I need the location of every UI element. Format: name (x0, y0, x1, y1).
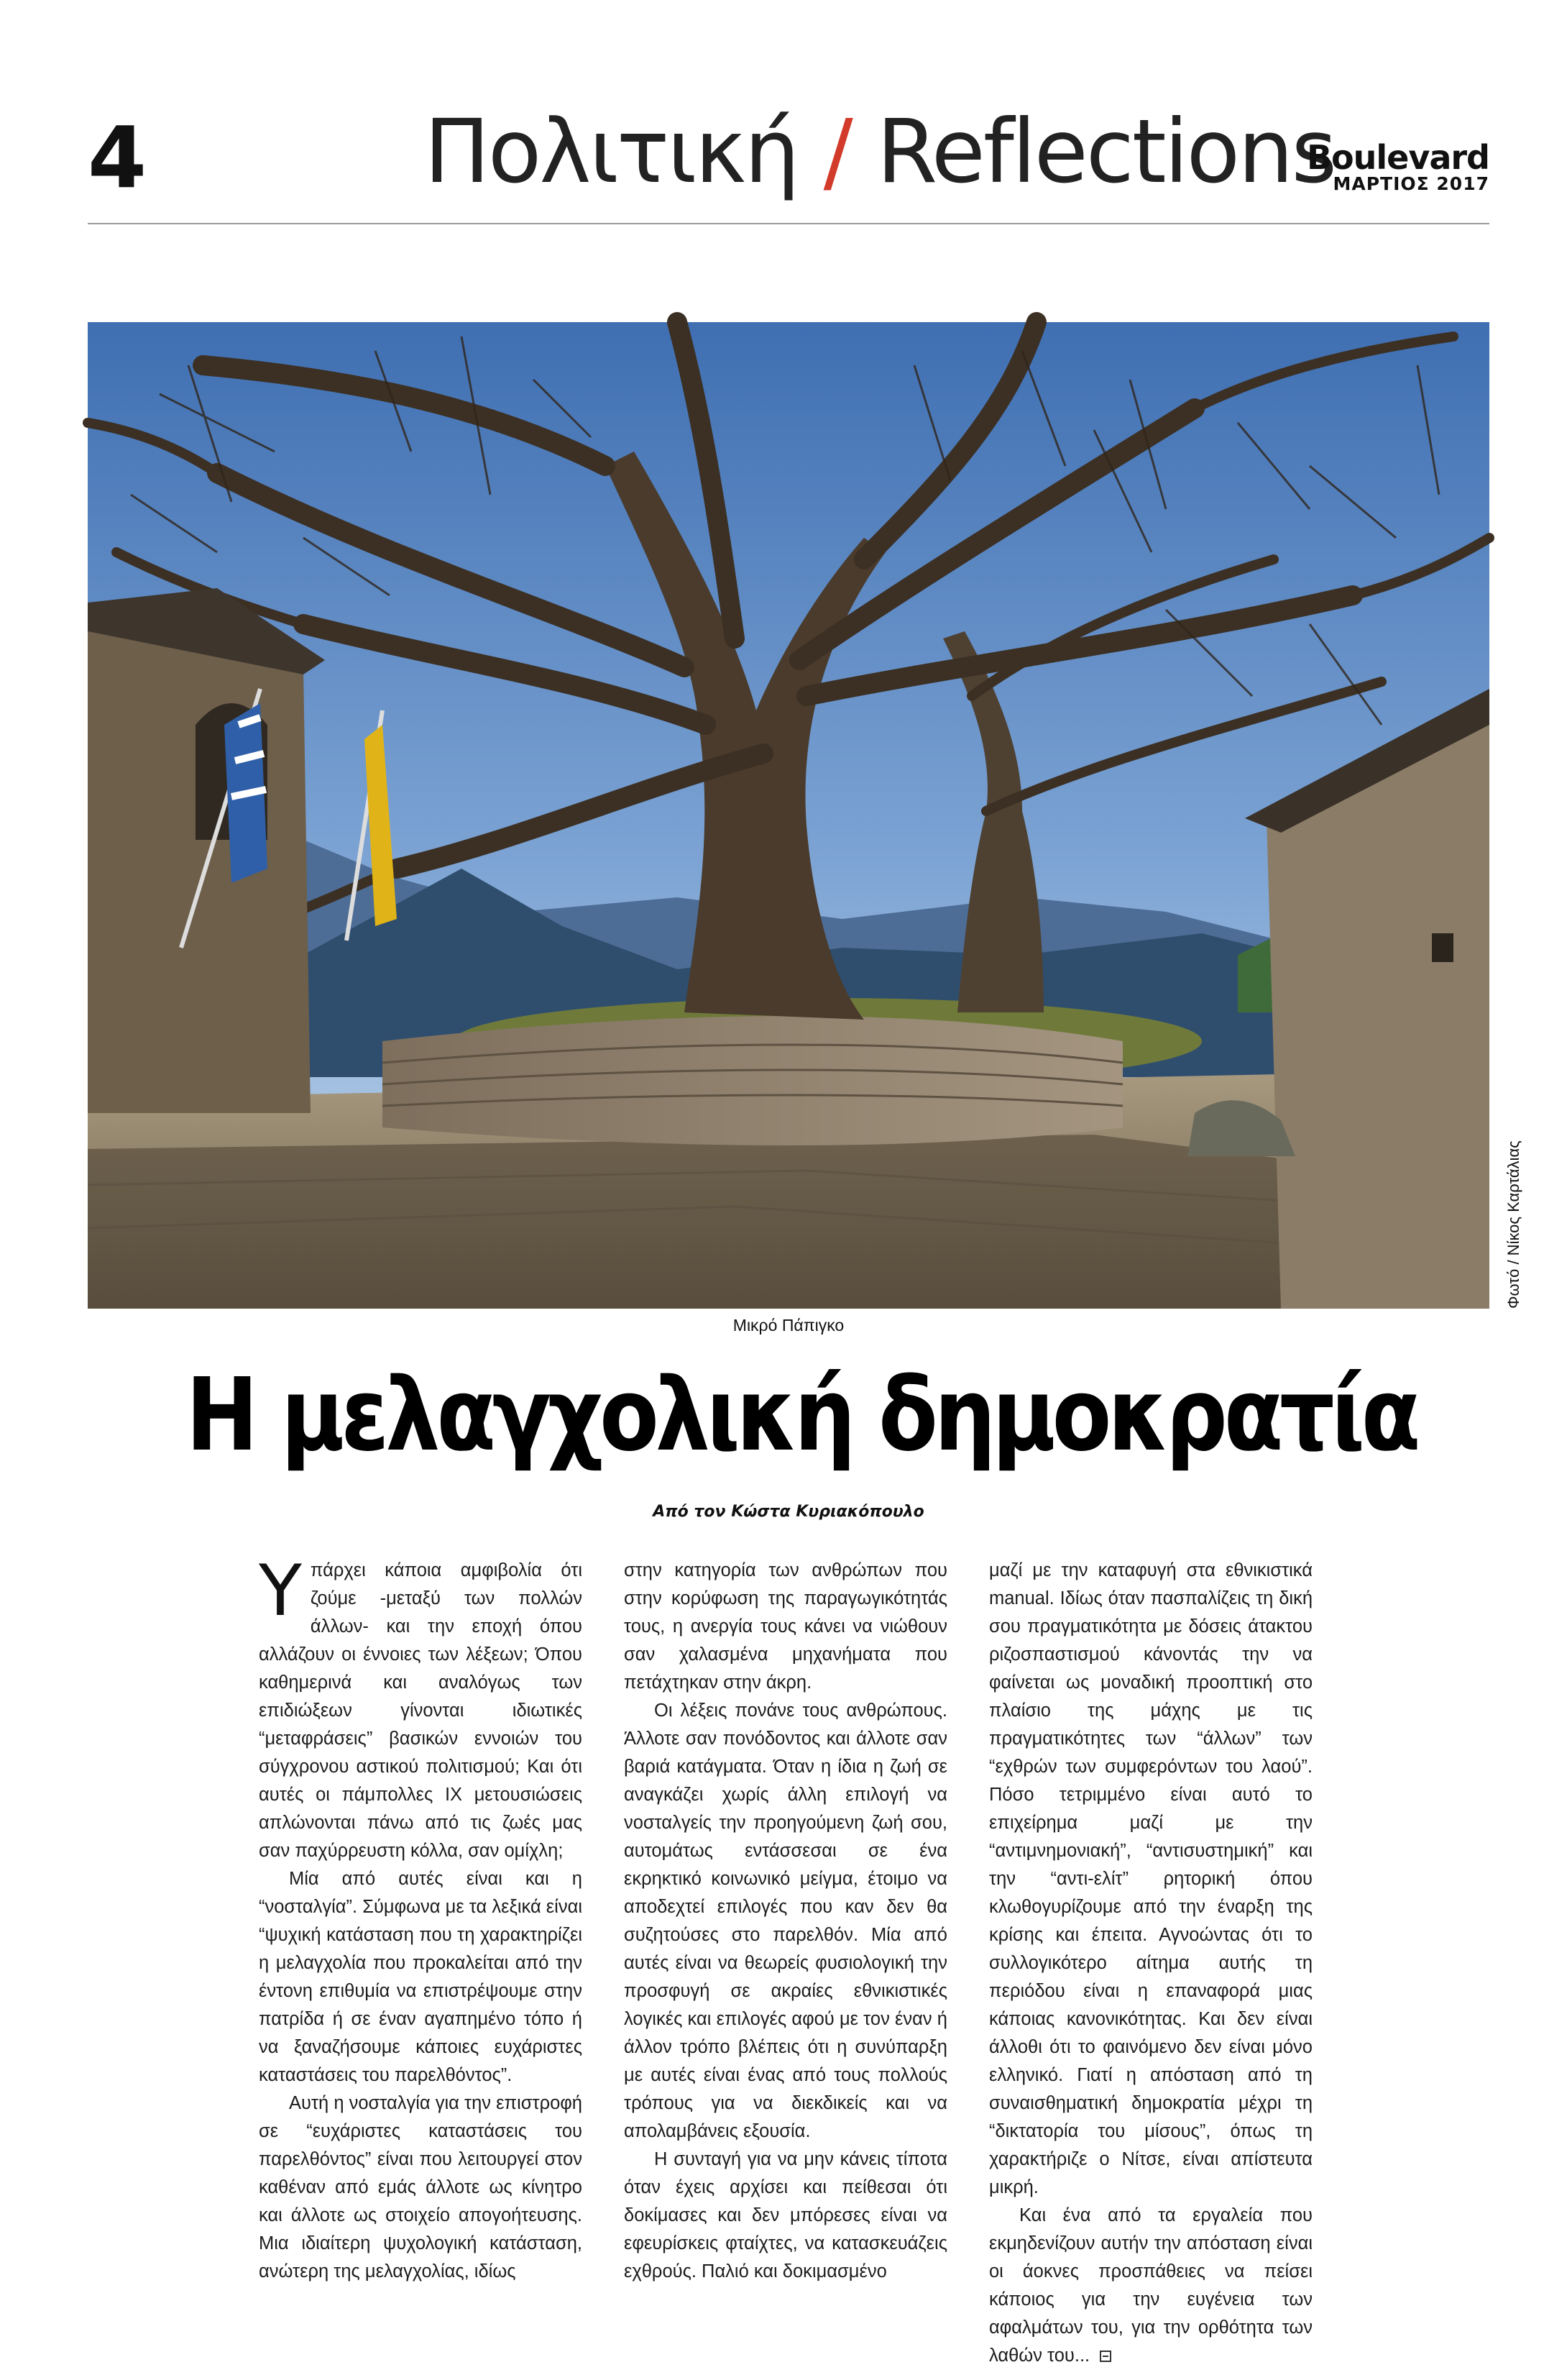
masthead (1306, 138, 1489, 194)
paragraph-text: πάρχει κάποια αμφιβολία ότι ζούμε -μεταξύ των πολλών άλλων- και την εποχή όπου αλλάζουν οι έννοιες των λέξεων; Όπου καθημερινά και αναλόγως των επιδιώξεων γίνονται ιδιωτικές “μεταφράσεις” βασικών εννοιών του σύγχρονου αστικού πολιτισμού; Και ότι αυτές οι πάμπολλες ΙΧ μετουσιώσεις απλώνονται πάνω από τις ζωές μας σαν παχύρρευστη κόλλα, σαν ομίχλη; (259, 1560, 582, 1861)
paragraph: Μία από αυτές είναι και η “νοσταλγία”. Σύμφωνα με τα λεξικά είναι “ψυχική κατάσταση που τη χαρακτηρίζει η μελαγχολία που προκαλείται από την έντονη επιθυμία να επιστρέψουμε στην πατρίδα ή σε έναν αγαπημένο τόπο ή να ξαναζήσουμε κάποιες ευχάριστες καταστάσεις του παρελθόντος”. (259, 1869, 582, 2085)
article-photo (88, 322, 1489, 1309)
paragraph: Αυτή η νοσταλγία για την επιστροφή σε “ευχάριστες καταστάσεις του παρελθόντος” είναι που λειτουργεί στον καθέναν από εμάς άλλοτε ως κίνητρο και άλλοτε ως στοιχείο απογοήτευσης. Μια ιδιαίτερη ψυχολογική κατάσταση, ανώτερη της μελαγχολίας, ιδίως (259, 2093, 582, 2281)
paragraph (989, 2202, 1313, 2370)
photo-caption: Μικρό Πάπιγκο (732, 1316, 845, 1335)
section-name-greek: Πολιτική (424, 101, 798, 203)
article-byline: Από τον Κώστα Κυριακόπουλο (653, 1503, 924, 1521)
text-column-3 (989, 1557, 1313, 2366)
article-body (259, 1550, 1313, 2366)
paragraph: στην κατηγορία των ανθρώπων που στην κορύφωση της παραγωγικότητάς τους, η ανεργία τους κάνει να νιώθουν σαν χαλασμένα μηχανήματα που πετάχτηκαν στην άκρη. (624, 1560, 947, 1693)
section-slash: / (823, 101, 851, 203)
paragraph: Οι λέξεις πονάνε τους ανθρώπους. Άλλοτε σαν πονόδοντος και άλλοτε σαν βαριά κατάγματα. Όταν η ίδια η ζωή σε αναγκάζει χωρίς άλλη επιλογή να νοσταλγείς την προηγούμενη ζωή σου, αυτομάτως εντάσσεσαι σε ένα εκρηκτικό κοινωνικό μείγμα, έτοιμο να αποδεχτεί επιλογές που καν δεν θα συζητούσες στο παρελθόν. Μία από αυτές είναι να θεωρείς φυσιολογική την προσφυγή σε ακραίες εθνικιστικές λογικές και επιλογές αφού με τον έναν ή άλλον τρόπο βλέπεις ότι η συνύπαρξη με αυτές είναι ένας από τους πολλούς τρόπους για να διεκδικείς και να απολαμβάνεις εξουσία. (624, 1701, 947, 2141)
text-column-2 (624, 1557, 947, 2305)
text-column-1 (259, 1550, 582, 2305)
paragraph (259, 1550, 582, 1865)
article-headline: Η μελαγχολική δημοκρατία (185, 1357, 1417, 1474)
page-number: 4 (88, 108, 146, 207)
section-name-english: Reflections (876, 101, 1336, 203)
village-square-plane-tree-image (88, 322, 1489, 1309)
end-of-article-icon (1100, 2351, 1111, 2362)
header-divider (88, 223, 1489, 224)
drop-cap: Υ (259, 1550, 302, 1632)
paragraph: Η συνταγή για να μην κάνεις τίποτα όταν έχεις αρχίσει και πείθεσαι ότι δοκίμασες και δεν μπόρεσες είναι να εφευρίσκεις φταίχτες, να κατασκευάζεις εχθρούς. Παλιό και δοκιμασμένο (624, 2149, 947, 2281)
paragraph-text: Και ένα από τα εργαλεία που εκμηδενίζουν αυτήν την απόσταση είναι οι άοκνες προσπάθειες να πείσει κάποιος για την ευγένεια των αφαλμάτων του, για την ορθότητα των λαθών του... (989, 2205, 1313, 2366)
section-title (424, 101, 1336, 203)
paragraph: μαζί με την καταφυγή στα εθνικιστικά manual. Ιδίως όταν πασπαλίζεις τη δική σου πραγματικότητα με δόσεις άτακτου ριζοσπαστισμού κάνοντάς την να φαίνεται ως μοναδική προοπτική στο πλαίσιο της μάχης με τις πραγματικότητες των “άλλων” των “εχθρών των συμφερόντων του λαού”. Πόσο τετριμμένο είναι αυτό το επιχείρημα μαζί με την “αντιμνημονιακή”, “αντισυστημική” και την “αντι-ελίτ” ρητορική όπου κλωθογυρίζουμε από την έναρξη της κρίσης και έπειτα. Αγνοώντας ότι το συλλογικότερο αίτημα αυτής τη περιόδου είναι η επαναφορά μιας κάποιας κανονικότητας. Και δεν είναι άλλοθι ότι το φαινόμενο δεν είναι μόνο ελληνικό. Γιατί η απόσταση από τη συναισθηματική δημοκρατία μέχρι τη “δικτατορία του μίσους”, όπως τη χαρακτήριζε ο Νίτσε, είναι απίστευτα μικρή. (989, 1560, 1313, 2197)
brand-logo: Boulevard (1306, 138, 1489, 177)
photo-credit: Φωτό / Nίκος Καρτάλιας (1504, 1140, 1522, 1309)
issue-date: ΜΑΡΤΙΟΣ 2017 (1333, 173, 1489, 194)
